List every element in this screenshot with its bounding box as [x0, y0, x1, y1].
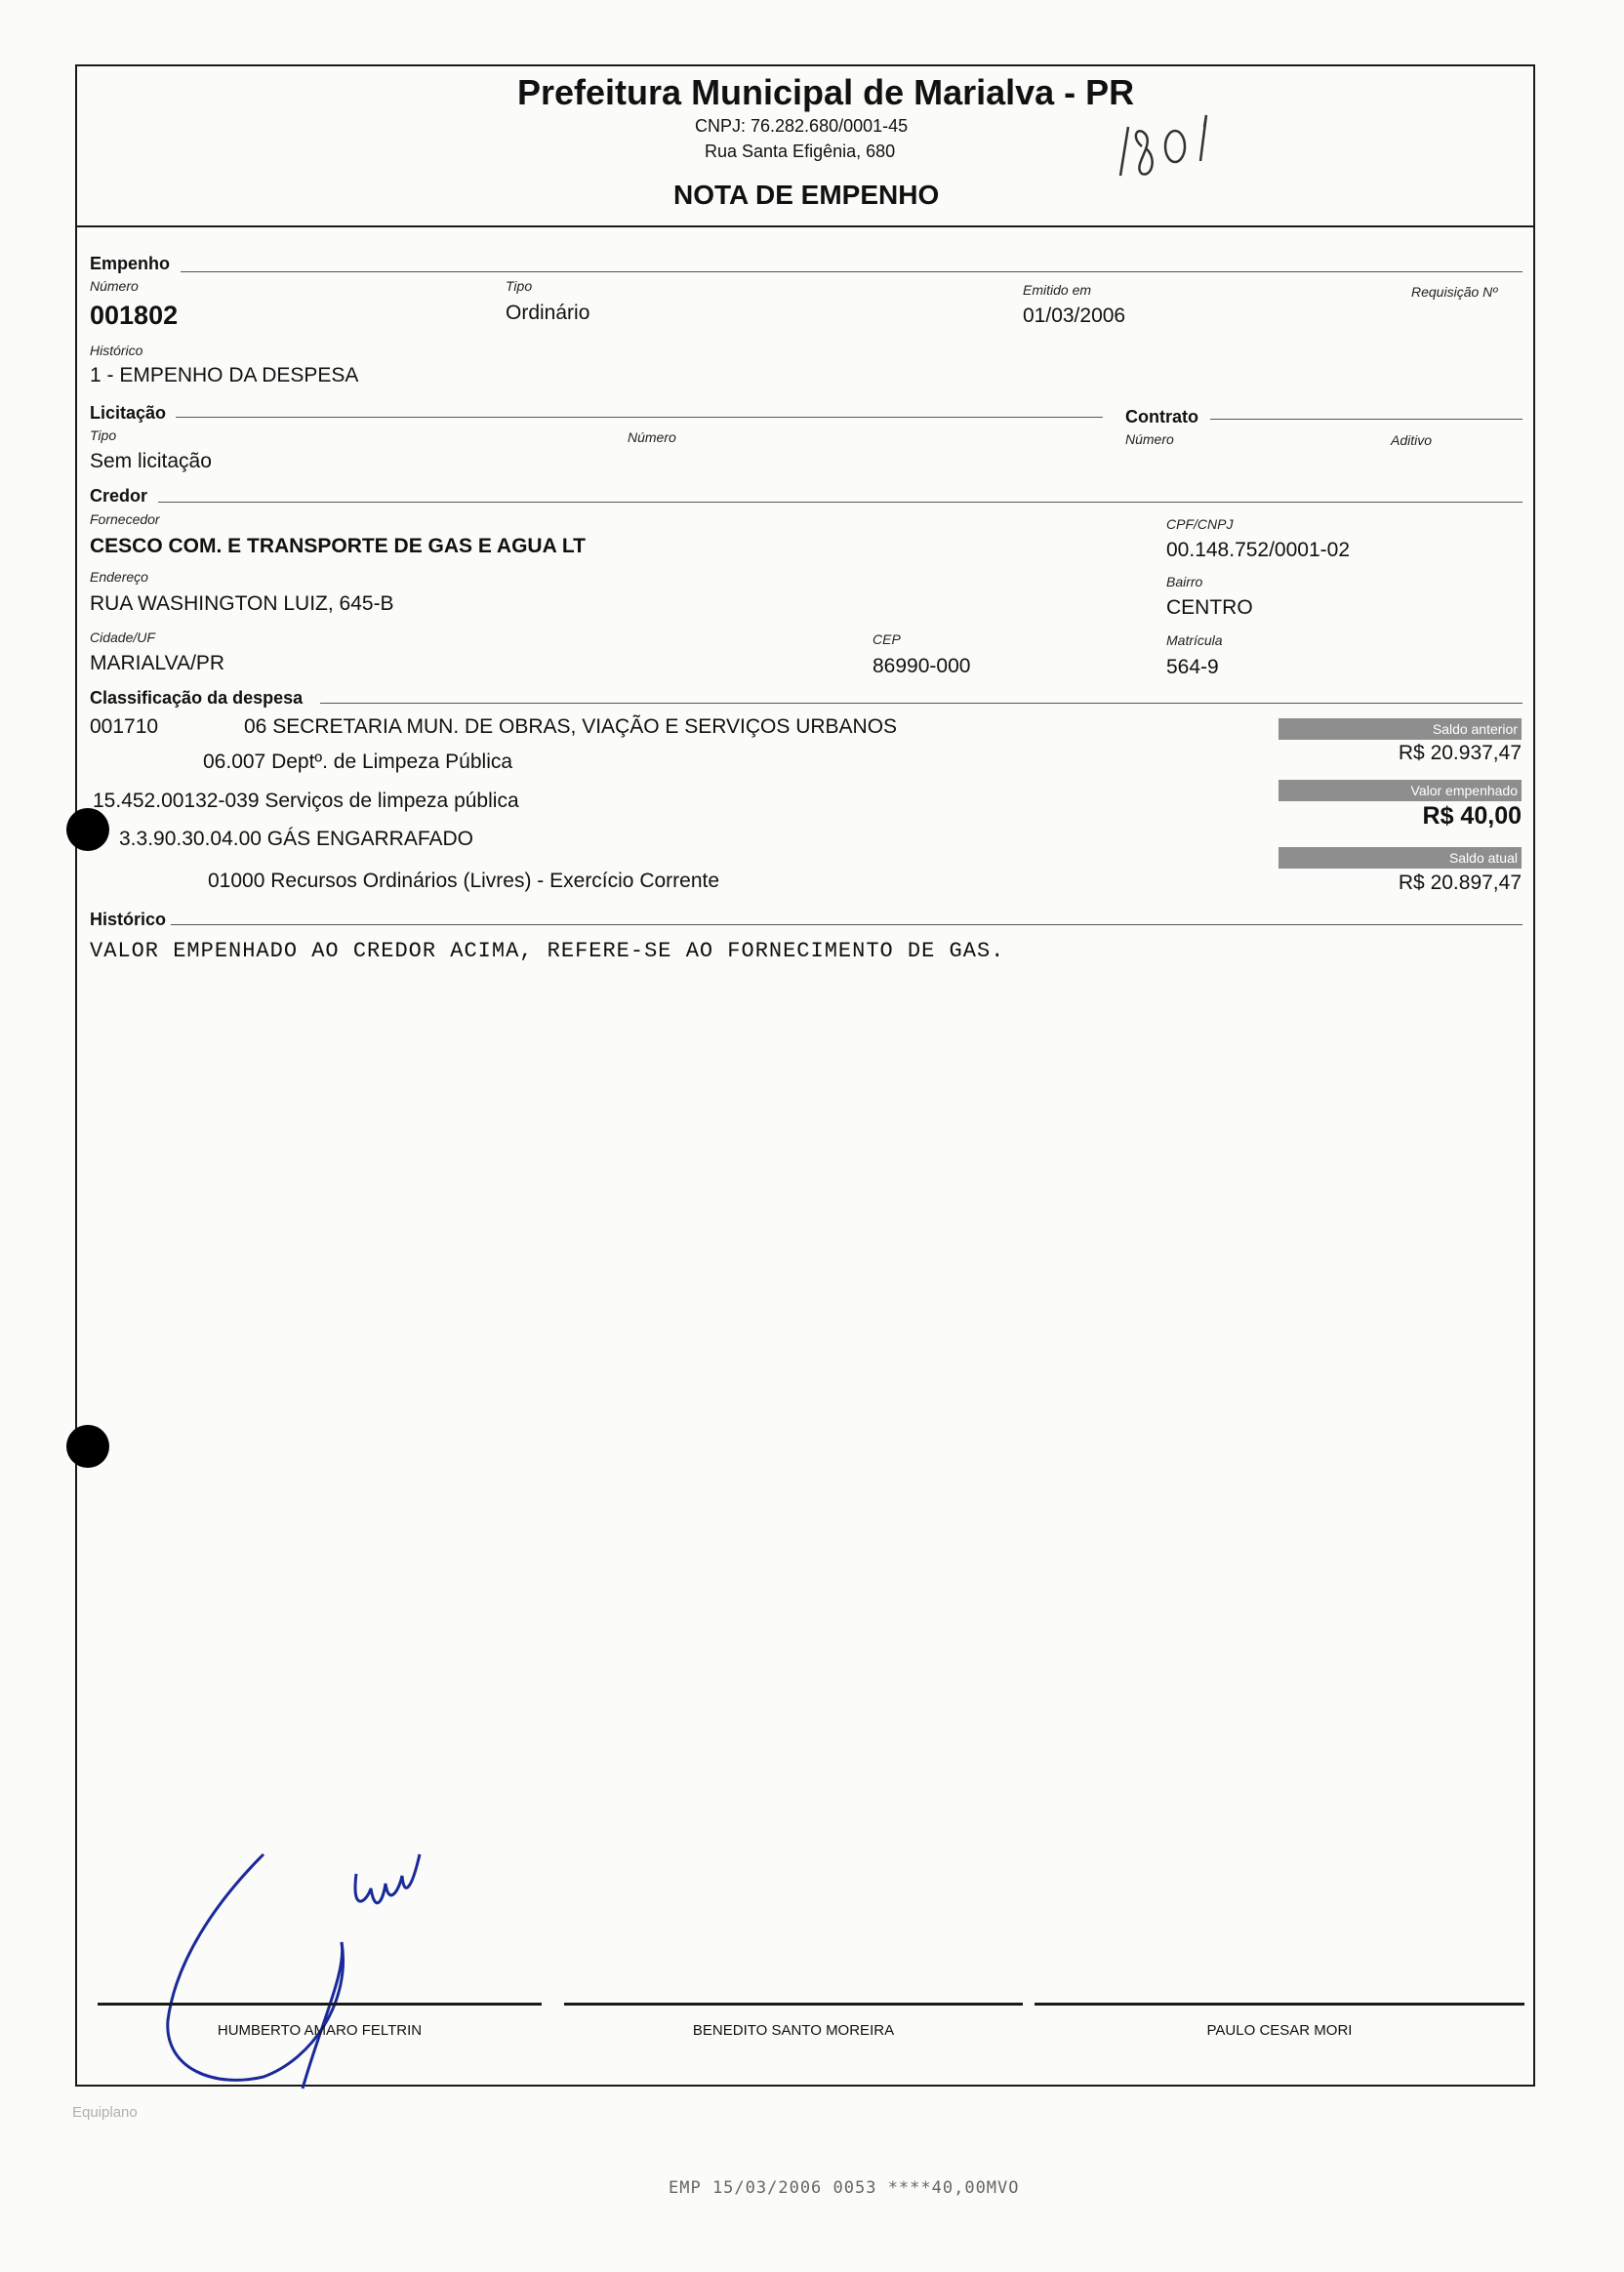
matricula-value: 564-9	[1166, 656, 1219, 678]
classificacao-line-5: 01000 Recursos Ordinários (Livres) - Exercício Corrente	[208, 870, 720, 892]
cep-label: CEP	[873, 631, 901, 647]
valor-empenhado-value: R$ 40,00	[1422, 802, 1522, 830]
historico-text: VALOR EMPENHADO AO CREDOR ACIMA, REFERE-SE AO FORNECIMENTO DE GAS.	[90, 939, 1005, 963]
signatory-name: PAULO CESAR MORI	[1206, 2022, 1353, 2039]
classificacao-line-2: 06.007 Deptº. de Limpeza Pública	[203, 751, 513, 773]
saldo-anterior-value: R$ 20.937,47	[1398, 742, 1522, 764]
valor-empenhado-label: Valor empenhado	[1279, 780, 1522, 801]
bairro-label: Bairro	[1166, 574, 1203, 589]
address-text: Rua Santa Efigênia, 680	[705, 142, 896, 161]
signature-scribble	[156, 1845, 468, 2098]
header-divider	[75, 225, 1535, 227]
saldo-atual-value: R$ 20.897,47	[1398, 872, 1522, 894]
cnpj-text: CNPJ: 76.282.680/0001-45	[695, 116, 909, 136]
section-empenho: Empenho	[90, 254, 171, 273]
section-rule	[181, 271, 1522, 272]
cidade-label: Cidade/UF	[90, 629, 155, 645]
saldo-anterior-label: Saldo anterior	[1279, 718, 1522, 740]
numero-label: Número	[90, 278, 139, 294]
signatory-name: BENEDITO SANTO MOREIRA	[692, 2022, 895, 2039]
cidade-value: MARIALVA/PR	[90, 652, 225, 674]
signatory-name: HUMBERTO AMARO FELTRIN	[217, 2022, 423, 2039]
classificacao-line-3: 15.452.00132-039 Serviços de limpeza pública	[93, 790, 519, 812]
tipo-value: Ordinário	[506, 302, 590, 324]
endereco-value: RUA WASHINGTON LUIZ, 645-B	[90, 592, 394, 615]
section-licitacao: Licitação	[90, 403, 167, 423]
signature-line	[564, 2003, 1023, 2006]
watermark-text: Equiplano	[72, 2104, 138, 2121]
saldo-atual-label: Saldo atual	[1279, 847, 1522, 869]
section-credor: Credor	[90, 486, 148, 506]
requisicao-label: Requisição Nº	[1411, 284, 1498, 300]
document-title: NOTA DE EMPENHO	[673, 180, 940, 210]
section-contrato: Contrato	[1125, 407, 1198, 426]
classificacao-line-4: 3.3.90.30.04.00 GÁS ENGARRAFADO	[119, 828, 474, 850]
historico-value: 1 - EMPENHO DA DESPESA	[90, 364, 359, 386]
bairro-value: CENTRO	[1166, 596, 1253, 619]
cep-value: 86990-000	[873, 655, 971, 677]
classificacao-code: 001710	[90, 715, 159, 738]
punch-hole	[66, 808, 109, 851]
signature-line	[1035, 2003, 1524, 2006]
contrato-aditivo-label: Aditivo	[1391, 432, 1433, 448]
historico-label: Histórico	[90, 343, 143, 358]
signature-line	[98, 2003, 542, 2006]
emitido-label: Emitido em	[1023, 282, 1092, 298]
cpf-value: 00.148.752/0001-02	[1166, 539, 1351, 561]
section-rule	[171, 924, 1522, 925]
section-rule	[176, 417, 1103, 418]
fornecedor-label: Fornecedor	[90, 511, 160, 527]
contrato-numero-label: Número	[1125, 431, 1174, 447]
section-rule	[320, 703, 1522, 704]
licitacao-tipo-label: Tipo	[90, 427, 117, 443]
page-title: Prefeitura Municipal de Marialva - PR	[517, 72, 1135, 112]
punch-hole	[66, 1425, 109, 1468]
fornecedor-value: CESCO COM. E TRANSPORTE DE GAS E AGUA LT	[90, 535, 586, 557]
tipo-label: Tipo	[506, 278, 533, 294]
licitacao-tipo-value: Sem licitação	[90, 450, 212, 472]
matricula-label: Matrícula	[1166, 632, 1223, 648]
section-classificacao: Classificação da despesa	[90, 688, 304, 708]
section-rule	[158, 502, 1522, 503]
footer-stamp: EMP 15/03/2006 0053 ****40,00MVO	[669, 2178, 1020, 2198]
licitacao-numero-label: Número	[628, 429, 676, 445]
section-historico: Histórico	[90, 910, 167, 929]
emitido-date: 01/03/2006	[1023, 304, 1126, 327]
empenho-number: 001802	[90, 301, 179, 330]
handwritten-number	[1111, 107, 1238, 185]
section-rule	[1210, 419, 1522, 420]
endereco-label: Endereço	[90, 569, 148, 585]
cpf-label: CPF/CNPJ	[1166, 516, 1234, 532]
classificacao-line-1: 06 SECRETARIA MUN. DE OBRAS, VIAÇÃO E SERVIÇOS URBANOS	[244, 715, 898, 738]
